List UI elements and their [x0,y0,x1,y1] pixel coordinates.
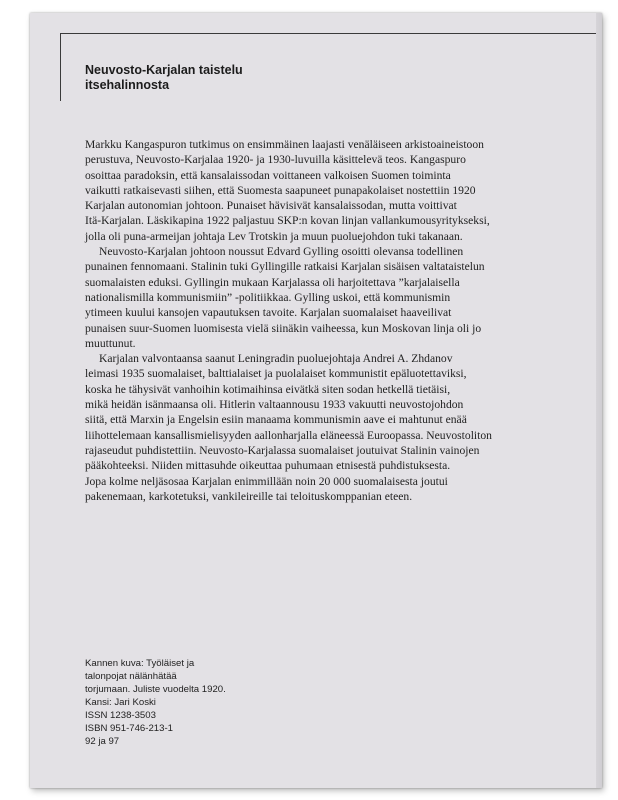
text-line: siitä, että Marxin ja Engelsin esiin manaama kommunismin aave ei mahtunut enää [85,413,467,427]
series-number: 92 ja 97 [85,736,120,747]
text-line: muuttunut. [85,336,136,350]
text-line: Karjalan autonomian johtoon. Punaiset hävisivät kansalaissodan, mutta voittivat [85,199,457,213]
text-line: Karjalan valvontaansa saanut Leningradin puoluejohtaja Andrei A. Zhdanov [99,352,453,366]
text-line: leimasi 1935 suomalaiset, balttialaiset ja puolalaiset kommunistit epäluotettaviksi, [85,367,467,381]
text-line: koska he tähysivät vanhoihin kotimaihinsa eivätkä siten sodan hetkellä tietäisi, [85,382,451,396]
text-line: pääkohteeksi. Niiden mittasuhde oikeuttaa puhumaan etnisestä puhdistuksesta. [85,459,451,473]
isbn: ISBN 951-746-213-1 [85,723,173,734]
book-title [85,63,345,93]
colophon-line: Kansi: Jari Koski [85,697,156,708]
blurb-text [85,137,540,504]
corner-rule-vertical [60,33,61,101]
colophon [85,657,285,748]
paragraph-3 [85,351,540,504]
text-line: ytimeen kuului kansojen vapautuksen tavoite. Karjalan suomalaiset haaveilivat [85,306,452,320]
colophon-line: Kannen kuva: Työläiset ja [85,658,195,669]
paragraph-1 [85,137,540,244]
text-line: suomalaisten eduksi. Gyllingin mukaan Karjalassa oli harjoitettava ”karjalaisella [85,275,460,289]
title-line: Neuvosto-Karjalan taistelu [85,63,243,77]
text-line: osoittaa paradoksin, että kansalaissodan voittaneen valkoisen Suomen toiminta [85,168,451,182]
paragraph-2 [85,244,540,351]
text-line: Itä-Karjalan. Läskikapina 1922 paljastuu SKP:n kovan linjan vallankumousyritykseksi, [85,214,490,228]
text-line: perustuva, Neuvosto-Karjalaa 1920- ja 1930-luvuilla käsittelevä teos. Kangaspuro [85,153,466,167]
text-line: punaisen suur-Suomen luomisesta vielä siinäkin vaiheessa, kun Moskovan linja oli jo [85,321,482,335]
corner-rule-horizontal [60,33,600,34]
text-line: jolla oli puna-armeijan johtaja Lev Trotskin ja muun puoluejohdon tuki takanaan. [85,229,463,243]
colophon-line: torjumaan. Juliste vuodelta 1920. [85,684,226,695]
text-line: punainen fennomaani. Stalinin tuki Gyllingille ratkaisi Karjalan sisäisen valtataistelun [85,260,485,274]
text-line: Markku Kangaspuron tutkimus on ensimmäinen laajasti venäläiseen arkistoaineistoon [85,138,484,151]
text-line: pakenemaan, karkotetuksi, vankileireille tai teloituskomppanian eteen. [85,489,413,503]
text-line: liihottelemaan kansallismielisyyden aallonharjalla eläneessä Euroopassa. Neuvostoliton [85,428,492,442]
colophon-line: talonpojat nälänhätää [85,671,177,682]
text-line: Jopa kolme neljäsosaa Karjalan enimmillään noin 20 000 suomalaisesta joutui [85,474,448,488]
text-line: Neuvosto-Karjalan johtoon noussut Edvard Gylling osoitti olevansa todellinen [99,245,464,259]
text-line: mikä heidän isänmaansa oli. Hitlerin valtaannousu 1933 vakuutti neuvostojohdon [85,398,464,412]
text-line: vaikutti ratkaisevasti siihen, että Suomesta saapuneet punapakolaiset nostettiin 1920 [85,183,476,197]
book-back-cover [30,13,602,788]
title-line: itsehalinnosta [85,78,170,92]
text-line: rajaseudut puhdistettiin. Neuvosto-Karjalassa suomalaiset joutuivat Stalinin vainojen [85,443,480,457]
issn: ISSN 1238-3503 [85,710,156,721]
text-line: nationalismilla kommunismiin” -politiikkaa. Gylling uskoi, että kommunismin [85,290,451,304]
